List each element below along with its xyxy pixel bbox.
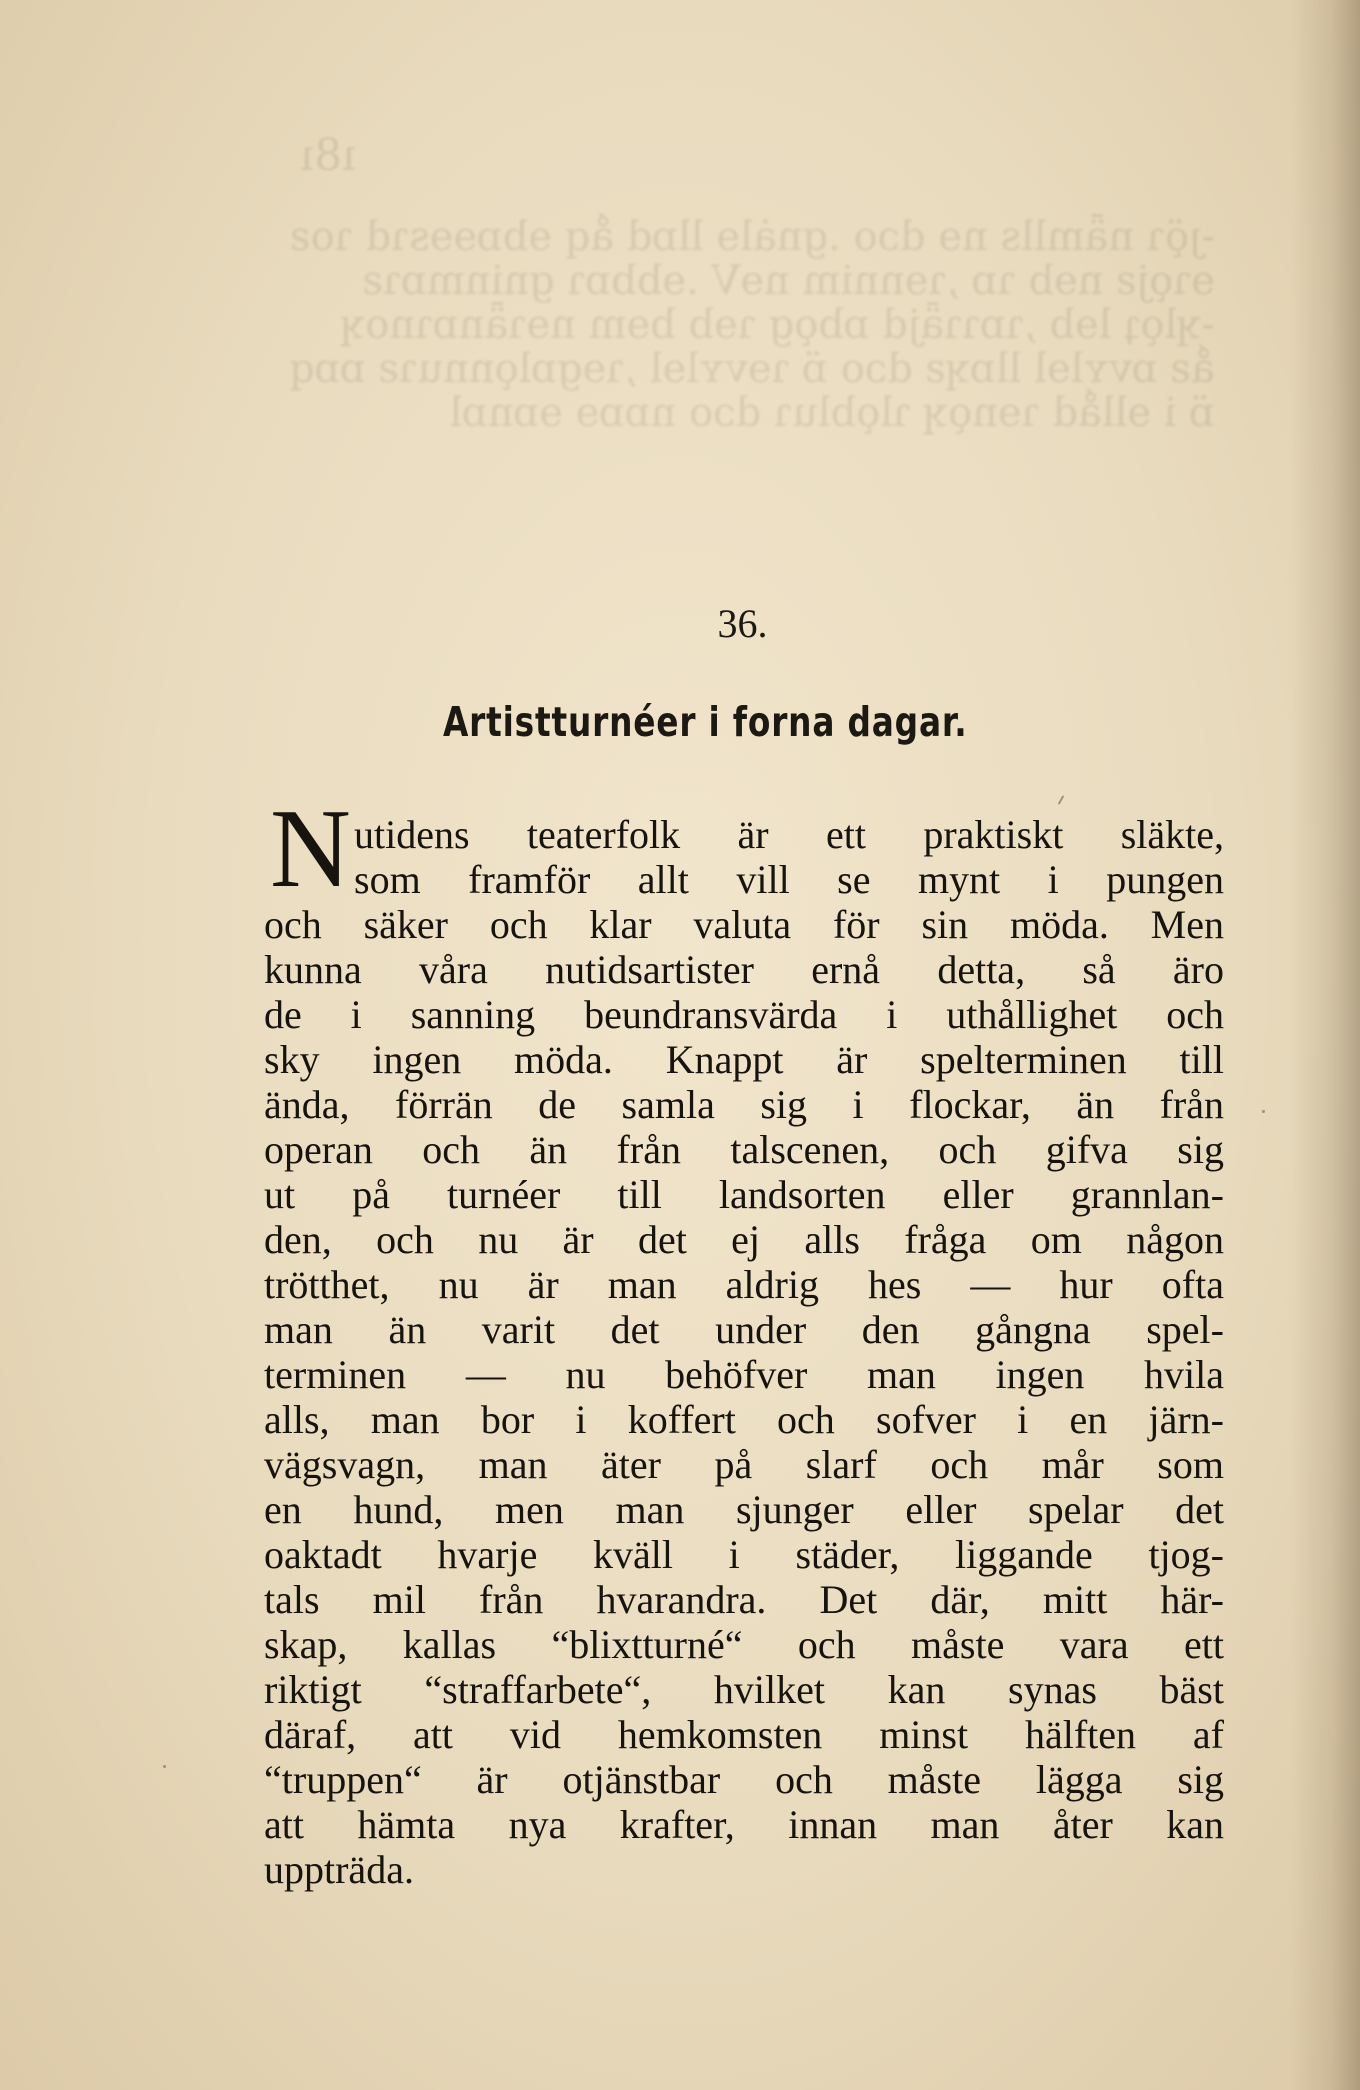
- text-line: den, och nu är det ej alls fråga om någon: [264, 1217, 1224, 1262]
- paper-speck: [1262, 1110, 1265, 1113]
- text-line: kunna våra nutidsartister ernå detta, så äro: [264, 947, 1224, 992]
- text-line: riktigt “straffarbete“, hvilket kan synas bäst: [264, 1667, 1224, 1712]
- paper-speck: [163, 1765, 166, 1768]
- text-line: tals mil från hvarandra. Det där, mitt här-: [264, 1577, 1224, 1622]
- text-line: en hund, men man sjunger eller spelar det: [264, 1487, 1224, 1532]
- text-line: och säker och klar valuta för sin möda. Men: [264, 902, 1224, 947]
- text-line: “truppen“ är otjänstbar och måste lägga sig: [264, 1757, 1224, 1802]
- text-line: som framför allt vill se mynt i pungen: [354, 857, 1224, 902]
- text-line: de i sanning beundransvärda i uthållighet och: [264, 992, 1224, 1037]
- text-line: alls, man bor i koffert och sofver i en järn-: [264, 1397, 1224, 1442]
- body-text: [264, 812, 1224, 1892]
- chapter-title: Artistturnéer i forna dagar.: [443, 698, 968, 746]
- text-line: vägsvagn, man äter på slarf och mår som: [264, 1442, 1224, 1487]
- text-line: däraf, att vid hemkomsten minst hälften af: [264, 1712, 1224, 1757]
- text-line: terminen — nu behöfver man ingen hvila: [264, 1352, 1224, 1397]
- text-line: oaktadt hvarje kväll i städer, liggande tjog-: [264, 1532, 1224, 1577]
- drop-cap: N: [270, 787, 351, 911]
- chapter-number: 36.: [717, 601, 768, 646]
- text-line: operan och än från talscenen, och gifva sig: [264, 1127, 1224, 1172]
- show-through-text: ‑ȷǫ̈ɿ nǟmlls nɘ dɔo .gnȧlɘ llɒd ǻq ɘbɒɘɘsɿd ɿoƨ ɘɿǫjƨ nɘb ɿɒ ,ɿɘnnim nɘV .ɘbbɒɿ gninmɒɿƨ ‑ʞlǫʇ lɘb ,ɿɒɿɿǟjd ɒbǫg ɿɘb bɘm nɘɿǟnɒɿnoʞ ǻƨ ɒvʏlɘl llɒʞƨ dɔo ɒ̈ ɿɘvʏlɘl ,ɿɘgɒlǫnnuɿƨ ɒɒq ɒ̈ i ɘllǻd ɿɘnǫʞ ɿlǫbluɿ dɔo nɒɒɘ ɘɒnɒl: [289, 214, 1215, 436]
- text-line: utidens teaterfolk är ett praktiskt släkte,: [354, 812, 1224, 857]
- text-line: att hämta nya krafter, innan man åter kan: [264, 1802, 1224, 1847]
- text-line: uppträda.: [264, 1847, 414, 1892]
- text-line: ända, förrän de samla sig i flockar, än från: [264, 1082, 1224, 1127]
- text-line: skap, kallas “blixtturné“ och måste vara ett: [264, 1622, 1224, 1667]
- page-edge-shadow: [1290, 0, 1360, 2090]
- text-line: sky ingen möda. Knappt är spelterminen till: [264, 1037, 1224, 1082]
- text-line: ut på turnéer till landsorten eller grannlan-: [264, 1172, 1224, 1217]
- text-line: trötthet, nu är man aldrig hes — hur ofta: [264, 1262, 1224, 1307]
- show-through-page-number: ı8ı: [300, 130, 357, 181]
- text-line: man än varit det under den gångna spel-: [264, 1307, 1224, 1352]
- paper-speck: [1058, 795, 1065, 805]
